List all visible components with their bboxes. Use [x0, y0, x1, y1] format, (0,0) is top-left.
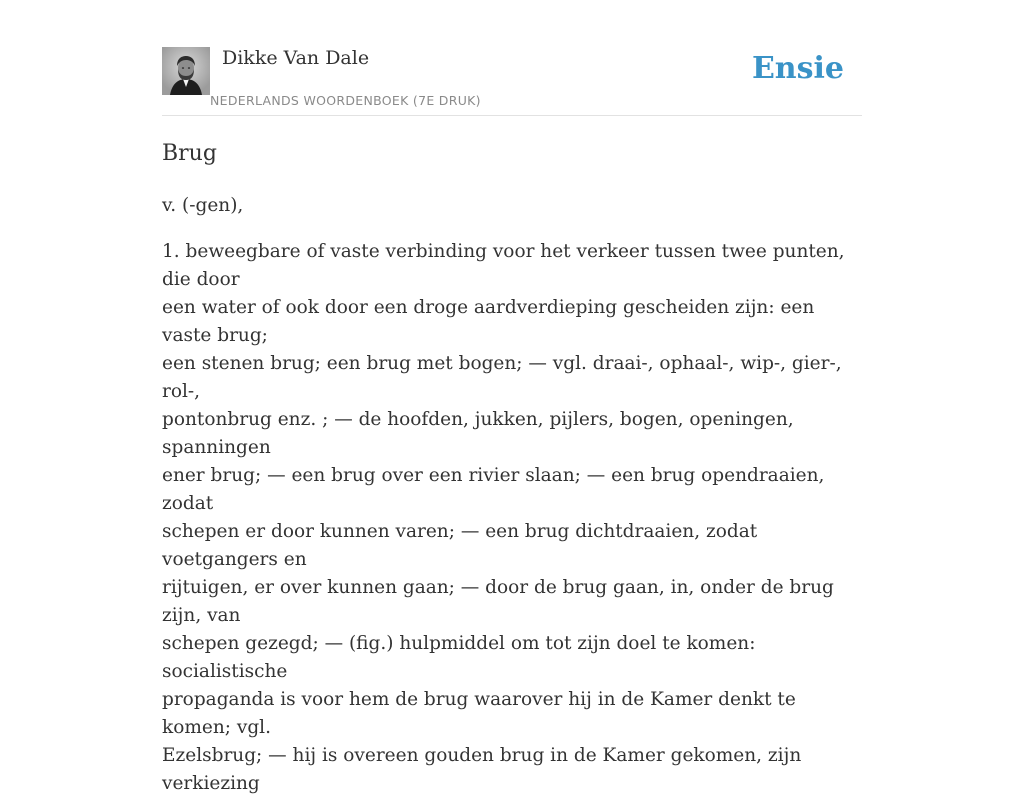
- source-link[interactable]: NEDERLANDS WOORDENBOEK (7E DRUK): [210, 93, 481, 108]
- portrait-photo-icon: [162, 47, 210, 95]
- entry-content: [162, 138, 862, 798]
- site-logo[interactable]: Ensie: [751, 51, 844, 86]
- avatar[interactable]: [162, 47, 210, 95]
- entry-title: Brug: [162, 141, 217, 166]
- header: [162, 0, 862, 116]
- entry-definition: 1. beweegbare of vaste verbinding voor het verkeer tussen twee punten, die door een water of ook door een droge aardverdieping gescheiden zijn: een vaste brug; een stenen brug; een brug met bogen; — vgl. draai-, ophaal-, wip-, gier-, rol-, pontonbrug enz. ; — de hoofden, jukken, pijlers, bogen, openingen, spanningen ener brug; — een brug over een rivier slaan; — een brug opendraaien, zodat schepen er door kunnen varen; — een brug dichtdraaien, zodat voetgangers en rijtuigen, er over kunnen gaan; — door de brug gaan, in, onder de brug zijn, van schepen gezegd; — (fig.) hulpmiddel om tot zijn doel te komen: socialistische propaganda is voor hem de brug waarover hij in de Kamer denkt te komen; vgl. Ezelsbrug; — hij is overeen gouden brug in de Kamer gekomen, zijn verkiezing: [162, 241, 845, 794]
- entry-grammar: v. (-gen),: [162, 195, 244, 216]
- author-link[interactable]: Dikke Van Dale: [222, 47, 370, 69]
